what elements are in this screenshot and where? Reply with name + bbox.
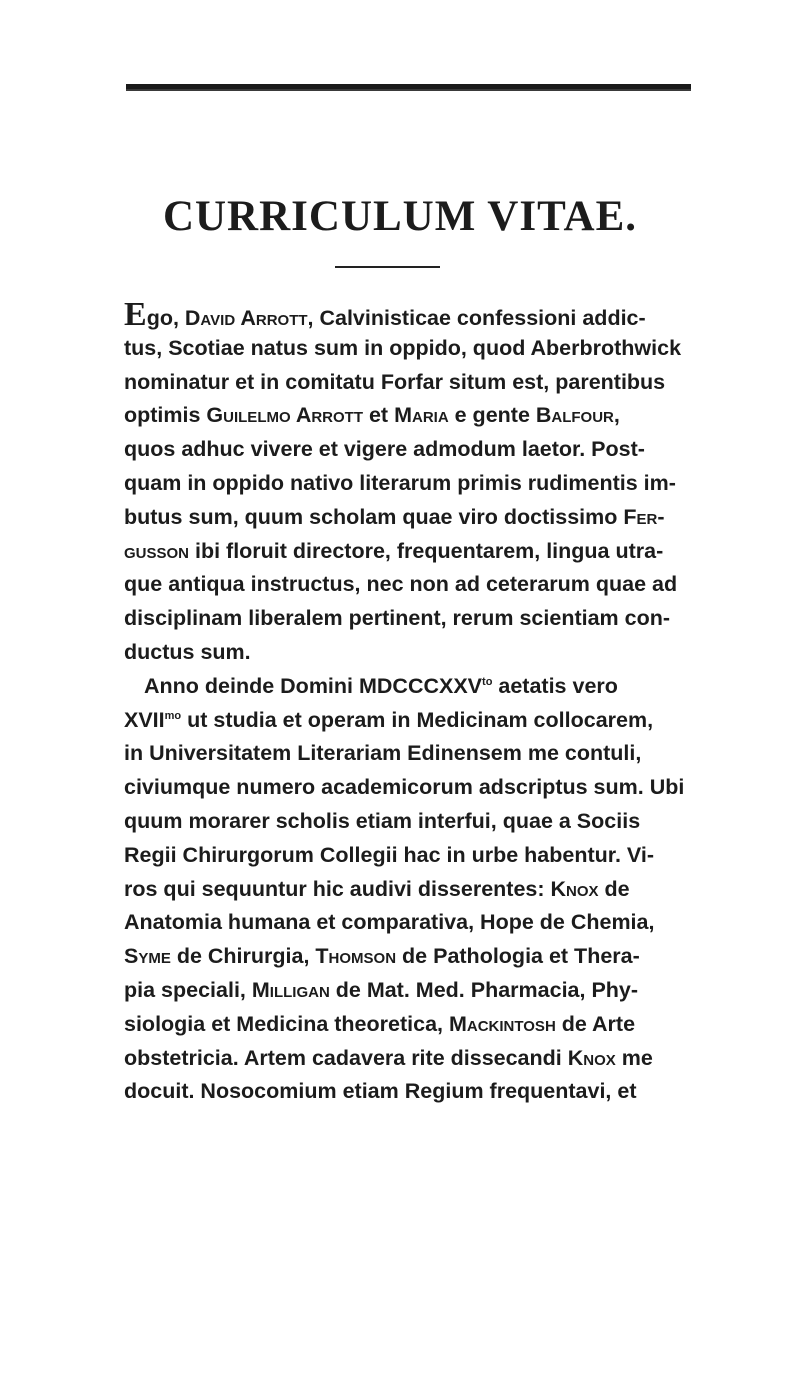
name-guilelmo-arrott: Guilelmo Arrott [206, 403, 363, 428]
name-fergusson-part1: Fer- [623, 504, 665, 529]
text-line-14: in Universitatem Literariam Edinensem me contuli, [124, 741, 642, 766]
text-line-22: siologia et Medicina theoretica, Mackintosh de Arte [124, 1011, 636, 1036]
text-line-13: $XVII^{mo}$ ut studia et operam in Medicinam collocarem, [124, 707, 654, 732]
text-line-2: tus, Scotiae natus sum in oppido, quod Aberbrothwick [124, 335, 682, 360]
name-milligan: Milligan [251, 977, 330, 1002]
name-thomson: Thomson [315, 944, 397, 969]
text-line-5: quos adhuc vivere et vigere admodum laetor. Post- [124, 437, 645, 462]
text-line-4: optimis Guilelmo Arrott et Maria e gente Balfour, [124, 403, 620, 428]
name-knox: Knox [550, 876, 599, 901]
text-line-18: ros qui sequuntur hic audivi disserentes: Knox de [124, 876, 630, 901]
drop-cap: E [124, 296, 147, 333]
text-line-23: obstetricia. Artem cadavera rite dissecandi Knox me [124, 1045, 653, 1070]
name-syme: Syme [124, 944, 171, 969]
name-maria: Maria [394, 403, 449, 428]
name-fergusson-part2: gusson [124, 538, 190, 563]
text-line-24: docuit. Nosocomium etiam Regium frequentavi, et [124, 1079, 637, 1104]
text-line-6: quam in oppido nativo literarum primis rudimentis im- [124, 470, 676, 495]
text-line-21: pia speciali, Milligan de Mat. Med. Pharmacia, Phy- [124, 977, 639, 1002]
name-mackintosh: Mackintosh [448, 1011, 556, 1036]
name-david-arrott: David Arrott [184, 306, 308, 330]
text-line-16: quum morarer scholis etiam interfui, quae a Sociis [124, 808, 641, 833]
name-balfour: Balfour [535, 403, 614, 428]
text-line-1: Ego, David Arrott, Calvinisticae confessioni addic- [124, 296, 646, 333]
text-line-11: ductus sum. [124, 639, 251, 664]
text-line-20: Syme de Chirurgia, Thomson de Pathologia et Thera- [124, 944, 640, 969]
body-text [124, 296, 685, 1109]
text-line-10: disciplinam liberalem pertinent, rerum scientiam con- [124, 606, 671, 631]
text-line-8: gusson ibi floruit directore, frequentarem, lingua utra- [124, 538, 664, 563]
text-line-17: Regii Chirurgorum Collegii hac in urbe habentur. Vi- [124, 842, 654, 867]
text-line-15: civiumque numero academicorum adscriptus sum. Ubi [124, 775, 685, 800]
page-title: CURRICULUM VITAE. [162, 193, 638, 240]
text-line-19: Anatomia humana et comparativa, Hope de Chemia, [124, 910, 655, 935]
text-line-12: Anno deinde Domini $MDCCCXXV^{to}$ aetatis vero [144, 673, 618, 698]
text-line-3: nominatur et in comitatu Forfar situm est, parentibus [124, 369, 666, 394]
text-line-7: butus sum, quum scholam quae viro doctissimo Fer- [124, 504, 665, 529]
text-line-9: que antiqua instructus, nec non ad ceterarum quae ad [124, 572, 678, 597]
top-rule [126, 84, 691, 91]
title-rule [335, 266, 440, 268]
name-knox-2: Knox [567, 1045, 616, 1070]
